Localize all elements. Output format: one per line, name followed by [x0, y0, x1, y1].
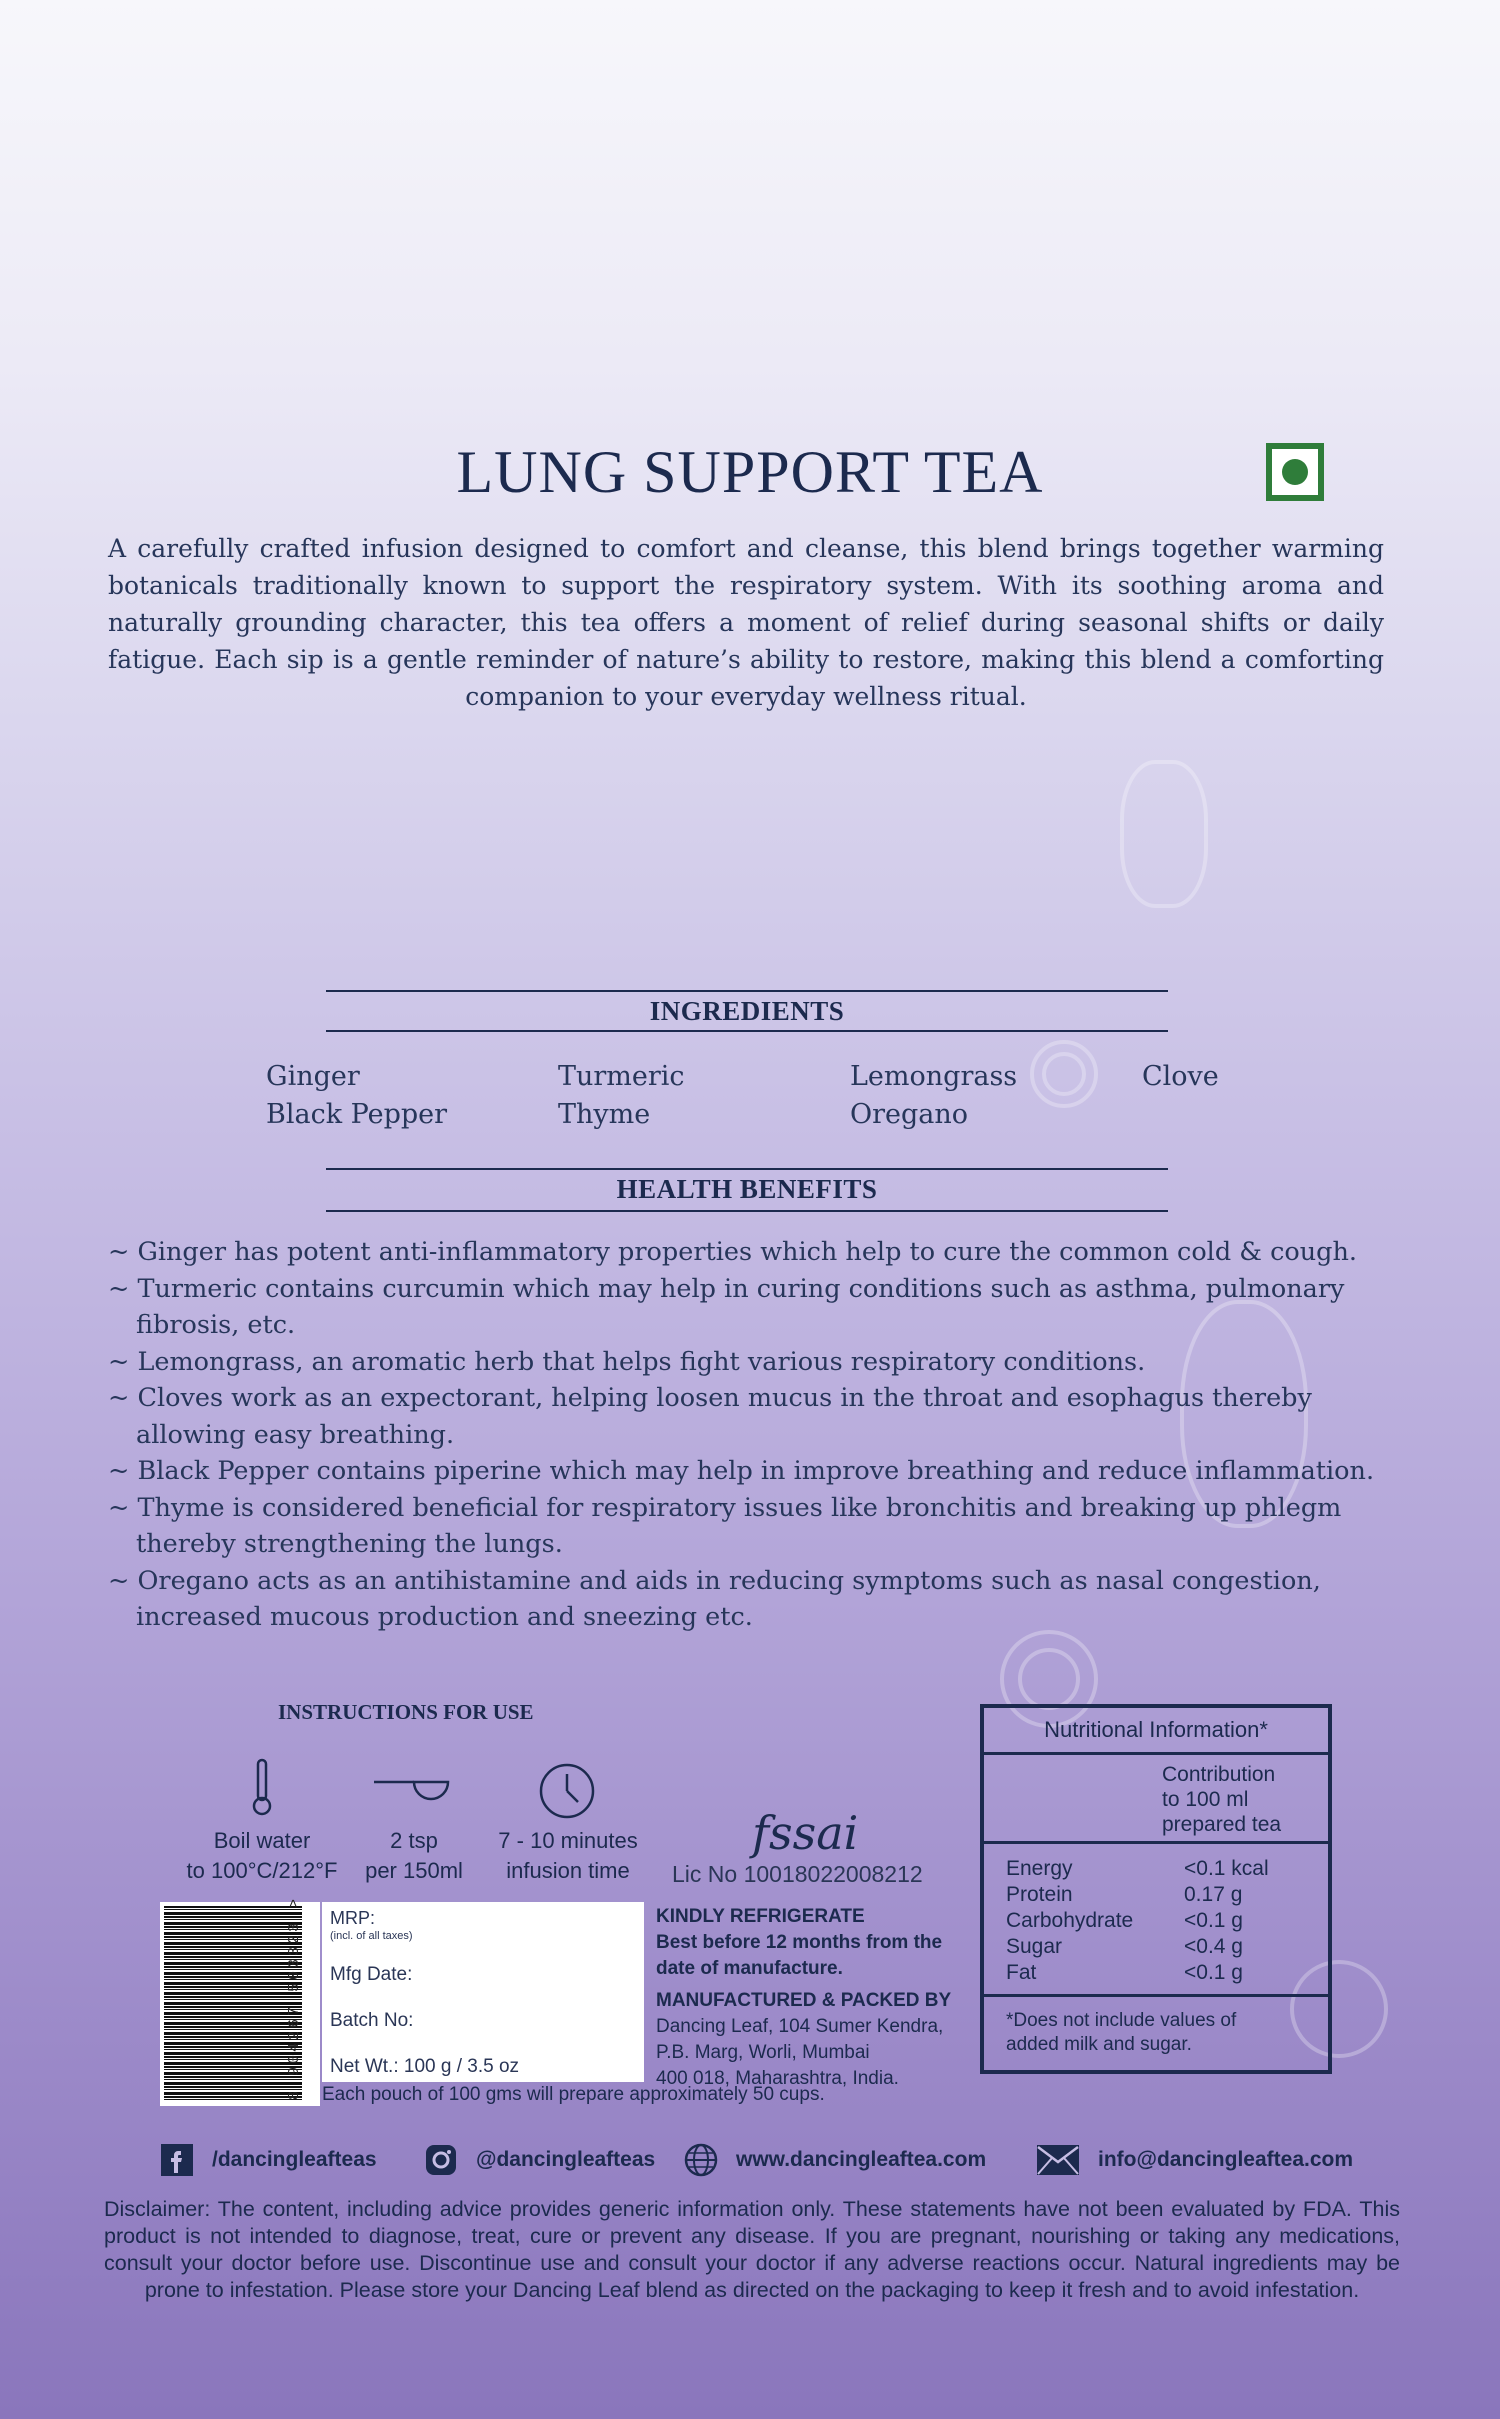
mail-icon	[1036, 2144, 1080, 2176]
address-line: 400 018, Maharashtra, India.	[656, 2068, 899, 2089]
thermometer-icon	[244, 1758, 280, 1818]
ingredient-item: Turmeric	[558, 1061, 685, 1092]
storage-manufacturer-block	[656, 1904, 976, 2092]
instruction-step-time: 7 - 10 minutes infusion time	[498, 1828, 638, 1883]
instagram-icon	[424, 2143, 458, 2177]
cups-note: Each pouch of 100 gms will prepare approximately 50 cups.	[322, 2084, 825, 2105]
ingredients-list	[266, 1060, 1266, 1132]
nutrition-row: Energy <0.1 kcal	[1006, 1857, 1269, 1880]
benefit-item: ~ Ginger has potent anti-inflammatory properties which help to cure the common cold & cough.	[108, 1237, 1357, 1267]
ingredient-item: Oregano	[850, 1099, 969, 1130]
social-website[interactable]: www.dancingleaftea.com	[684, 2140, 986, 2180]
ingredient-item: Clove	[1142, 1061, 1219, 1092]
nutrition-rows	[984, 1844, 1328, 1997]
social-email[interactable]: info@dancingleaftea.com	[1036, 2140, 1353, 2180]
ingredients-heading: INGREDIENTS	[649, 996, 845, 1026]
ingredients-rule-top	[326, 990, 1168, 992]
address-line: Dancing Leaf, 104 Sumer Kendra,	[656, 2016, 944, 2037]
mfg-date-label: Mfg Date:	[330, 1964, 413, 1985]
benefit-item: ~ Lemongrass, an aromatic herb that helps fight various respiratory conditions.	[108, 1346, 1146, 1377]
benefits-list	[108, 1234, 1408, 1636]
nutrition-footnote: *Does not include values of added milk and sugar.	[1006, 2010, 1237, 2055]
best-before: Best before 12 months from the date of manufacture.	[656, 1932, 943, 1979]
fssai-logo: fssai	[752, 1806, 859, 1860]
nutrition-row: Sugar <0.4 g	[1006, 1935, 1243, 1958]
ingredient-item: Ginger	[266, 1061, 360, 1092]
benefits-heading: HEALTH BENEFITS	[616, 1174, 878, 1204]
instruction-step-boil: Boil water to 100°C/212°F	[186, 1828, 338, 1883]
refrigerate-heading: KINDLY REFRIGERATE	[656, 1906, 865, 1927]
spoon-icon	[372, 1774, 452, 1808]
instructions-heading: INSTRUCTIONS FOR USE	[278, 1700, 534, 1724]
nutrition-row: Protein 0.17 g	[1006, 1883, 1243, 1906]
address-line: P.B. Marg, Worli, Mumbai	[656, 2042, 870, 2063]
ingredient-item: Thyme	[558, 1099, 651, 1130]
facebook-icon	[160, 2143, 194, 2177]
barcode-image	[164, 1906, 302, 2102]
benefits-rule-bottom	[326, 1210, 1168, 1212]
nutrition-row: Carbohydrate <0.1 g	[1006, 1909, 1243, 1932]
benefit-item: ~ Oregano acts as an antihistamine and aids in reducing symptoms such as nasal congestion, increased mucous production and sneezing etc.	[108, 1565, 1321, 1632]
manufacturer-heading: MANUFACTURED & PACKED BY	[656, 1990, 952, 2011]
fssai-license: Lic No 10018022008212	[672, 1861, 923, 1887]
nutrition-contribution: Contribution to 100 ml prepared tea	[984, 1755, 1328, 1844]
benefit-item: ~ Cloves work as an expectorant, helping loosen mucus in the throat and esophagus thereby allowing easy breathing.	[108, 1383, 1312, 1450]
ingredients-rule-bottom	[326, 1030, 1168, 1032]
barcode-number: 8 904267 503323 >	[286, 1895, 303, 2100]
nutrition-table	[980, 1704, 1332, 2074]
disclaimer: Disclaimer: The content, including advice provides generic information only. These statements have not been evaluated by FDA. This product is not intended to diagnose, treat, cure or prevent any disease. If you are pregnant, nourishing or taking any medications, consult your doctor before use. Discontinue use and consult your doctor if any adverse reactions occur. Natural ingredients may be prone to infestation. Please store your Dancing Leaf blend as directed on the packaging to keep it fresh and to avoid infestation.	[104, 2197, 1400, 2302]
clock-icon	[538, 1762, 596, 1820]
globe-icon	[684, 2143, 718, 2177]
social-facebook[interactable]: /dancingleafteas	[160, 2140, 377, 2180]
product-intro: A carefully crafted infusion designed to comfort and cleanse, this blend brings together warming botanicals traditionally known to support the respiratory system. With its soothing aroma and naturally grounding character, this tea offers a moment of relief during seasonal shifts or daily fatigue. Each sip is a gentle reminder of nature’s ability to restore, making this blend a comforting companion to your everyday wellness ritual.	[108, 534, 1384, 711]
ingredient-item: Lemongrass	[850, 1061, 1018, 1092]
mrp-note: (incl. of all taxes)	[330, 1930, 413, 1942]
nutrition-row: Fat <0.1 g	[1006, 1961, 1243, 1984]
benefits-rule-top	[326, 1168, 1168, 1170]
mrp-panel	[322, 1902, 644, 2082]
net-weight: Net Wt.: 100 g / 3.5 oz	[330, 2056, 520, 2077]
benefit-item: ~ Turmeric contains curcumin which may help in curing conditions such as asthma, pulmonary fibrosis, etc.	[108, 1273, 1345, 1340]
batch-no-label: Batch No:	[330, 2010, 414, 2031]
nutrition-heading: Nutritional Information*	[984, 1708, 1328, 1755]
instruction-step-quantity: 2 tsp per 150ml	[365, 1828, 463, 1883]
product-title: LUNG SUPPORT TEA	[456, 439, 1044, 505]
mrp-label: MRP:	[330, 1908, 375, 1928]
veg-mark-icon	[1266, 443, 1324, 501]
benefit-item: ~ Black Pepper contains piperine which may help in improve breathing and reduce inflammation.	[108, 1456, 1375, 1486]
ingredient-item: Black Pepper	[266, 1099, 448, 1130]
benefit-item: ~ Thyme is considered beneficial for respiratory issues like bronchitis and breaking up phlegm thereby strengthening the lungs.	[108, 1492, 1342, 1559]
social-instagram[interactable]: @dancingleafteas	[424, 2140, 655, 2180]
